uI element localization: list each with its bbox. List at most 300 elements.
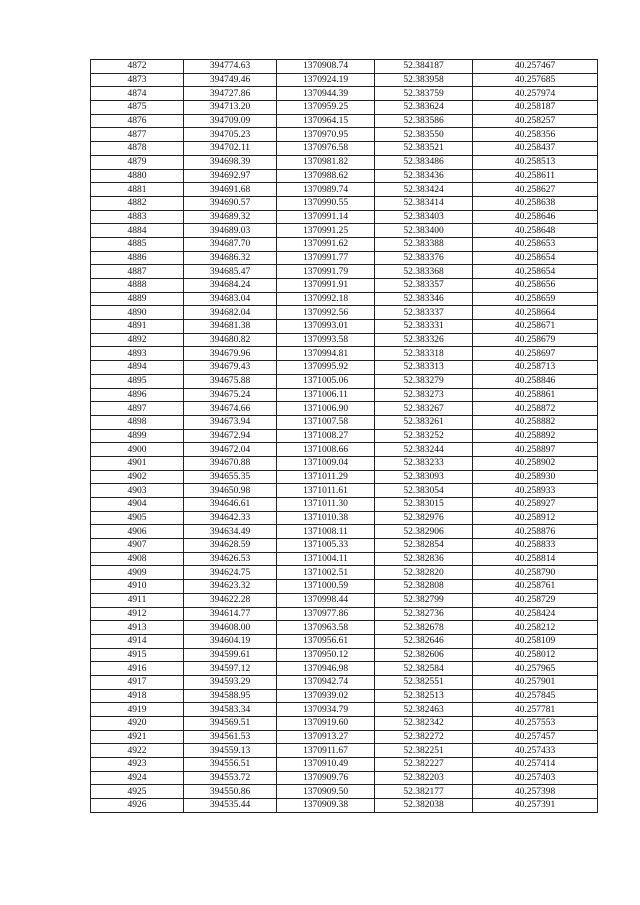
table-row xyxy=(91,498,598,512)
table-row xyxy=(91,347,598,361)
latitude-cell: 52.383486 xyxy=(375,155,473,169)
longitude-cell: 40.257781 xyxy=(473,703,598,717)
x-coordinate-cell: 394672.04 xyxy=(184,443,277,457)
x-coordinate-cell: 394690.57 xyxy=(184,196,277,210)
longitude-cell: 40.258212 xyxy=(473,621,598,635)
point-number-cell: 4911 xyxy=(91,593,184,607)
x-coordinate-cell: 394689.32 xyxy=(184,210,277,224)
longitude-cell: 40.258187 xyxy=(473,101,598,115)
x-coordinate-cell: 394624.75 xyxy=(184,566,277,580)
x-coordinate-cell: 394583.34 xyxy=(184,703,277,717)
y-coordinate-cell: 1370976.58 xyxy=(277,142,375,156)
coordinates-table xyxy=(90,59,598,813)
table-row xyxy=(91,456,598,470)
table-row xyxy=(91,689,598,703)
latitude-cell: 52.383261 xyxy=(375,415,473,429)
table-row xyxy=(91,511,598,525)
y-coordinate-cell: 1371008.66 xyxy=(277,443,375,457)
point-number-cell: 4914 xyxy=(91,634,184,648)
point-number-cell: 4892 xyxy=(91,333,184,347)
point-number-cell: 4898 xyxy=(91,415,184,429)
x-coordinate-cell: 394685.47 xyxy=(184,265,277,279)
table-row xyxy=(91,648,598,662)
x-coordinate-cell: 394680.82 xyxy=(184,333,277,347)
x-coordinate-cell: 394692.97 xyxy=(184,169,277,183)
longitude-cell: 40.258930 xyxy=(473,470,598,484)
latitude-cell: 52.382227 xyxy=(375,758,473,772)
table-row xyxy=(91,196,598,210)
longitude-cell: 40.258933 xyxy=(473,484,598,498)
x-coordinate-cell: 394634.49 xyxy=(184,525,277,539)
y-coordinate-cell: 1370956.61 xyxy=(277,634,375,648)
point-number-cell: 4902 xyxy=(91,470,184,484)
longitude-cell: 40.257391 xyxy=(473,799,598,813)
point-number-cell: 4873 xyxy=(91,73,184,87)
point-number-cell: 4904 xyxy=(91,498,184,512)
point-number-cell: 4874 xyxy=(91,87,184,101)
longitude-cell: 40.258653 xyxy=(473,237,598,251)
x-coordinate-cell: 394679.43 xyxy=(184,361,277,375)
y-coordinate-cell: 1370911.67 xyxy=(277,744,375,758)
x-coordinate-cell: 394674.66 xyxy=(184,402,277,416)
latitude-cell: 52.383279 xyxy=(375,374,473,388)
longitude-cell: 40.257901 xyxy=(473,675,598,689)
latitude-cell: 52.382854 xyxy=(375,539,473,553)
table-row xyxy=(91,703,598,717)
point-number-cell: 4879 xyxy=(91,155,184,169)
x-coordinate-cell: 394655.35 xyxy=(184,470,277,484)
x-coordinate-cell: 394713.20 xyxy=(184,101,277,115)
x-coordinate-cell: 394597.12 xyxy=(184,662,277,676)
latitude-cell: 52.383376 xyxy=(375,251,473,265)
table-row xyxy=(91,306,598,320)
table-row xyxy=(91,237,598,251)
y-coordinate-cell: 1371011.29 xyxy=(277,470,375,484)
longitude-cell: 40.257685 xyxy=(473,73,598,87)
y-coordinate-cell: 1371002.51 xyxy=(277,566,375,580)
table-row xyxy=(91,87,598,101)
y-coordinate-cell: 1370939.02 xyxy=(277,689,375,703)
point-number-cell: 4917 xyxy=(91,675,184,689)
latitude-cell: 52.383586 xyxy=(375,114,473,128)
latitude-cell: 52.383337 xyxy=(375,306,473,320)
table-row xyxy=(91,566,598,580)
longitude-cell: 40.257467 xyxy=(473,60,598,74)
longitude-cell: 40.258882 xyxy=(473,415,598,429)
longitude-cell: 40.258638 xyxy=(473,196,598,210)
latitude-cell: 52.383424 xyxy=(375,183,473,197)
table-row xyxy=(91,525,598,539)
y-coordinate-cell: 1370950.12 xyxy=(277,648,375,662)
x-coordinate-cell: 394679.96 xyxy=(184,347,277,361)
table-row xyxy=(91,771,598,785)
point-number-cell: 4900 xyxy=(91,443,184,457)
x-coordinate-cell: 394681.38 xyxy=(184,320,277,334)
point-number-cell: 4896 xyxy=(91,388,184,402)
longitude-cell: 40.258671 xyxy=(473,320,598,334)
table-row xyxy=(91,662,598,676)
x-coordinate-cell: 394622.28 xyxy=(184,593,277,607)
x-coordinate-cell: 394702.11 xyxy=(184,142,277,156)
table-row xyxy=(91,279,598,293)
x-coordinate-cell: 394550.86 xyxy=(184,785,277,799)
latitude-cell: 52.383550 xyxy=(375,128,473,142)
latitude-cell: 52.383414 xyxy=(375,196,473,210)
x-coordinate-cell: 394556.51 xyxy=(184,758,277,772)
table-row xyxy=(91,60,598,74)
table-row xyxy=(91,101,598,115)
point-number-cell: 4924 xyxy=(91,771,184,785)
longitude-cell: 40.258654 xyxy=(473,251,598,265)
x-coordinate-cell: 394559.13 xyxy=(184,744,277,758)
latitude-cell: 52.382976 xyxy=(375,511,473,525)
longitude-cell: 40.258897 xyxy=(473,443,598,457)
table-row xyxy=(91,484,598,498)
point-number-cell: 4912 xyxy=(91,607,184,621)
longitude-cell: 40.258761 xyxy=(473,580,598,594)
y-coordinate-cell: 1370991.77 xyxy=(277,251,375,265)
latitude-cell: 52.383331 xyxy=(375,320,473,334)
y-coordinate-cell: 1371008.11 xyxy=(277,525,375,539)
x-coordinate-cell: 394623.32 xyxy=(184,580,277,594)
x-coordinate-cell: 394709.09 xyxy=(184,114,277,128)
point-number-cell: 4889 xyxy=(91,292,184,306)
x-coordinate-cell: 394628.59 xyxy=(184,539,277,553)
table-row xyxy=(91,552,598,566)
latitude-cell: 52.382342 xyxy=(375,717,473,731)
point-number-cell: 4893 xyxy=(91,347,184,361)
longitude-cell: 40.258876 xyxy=(473,525,598,539)
table-row xyxy=(91,717,598,731)
x-coordinate-cell: 394682.04 xyxy=(184,306,277,320)
x-coordinate-cell: 394687.70 xyxy=(184,237,277,251)
longitude-cell: 40.257845 xyxy=(473,689,598,703)
y-coordinate-cell: 1371000.59 xyxy=(277,580,375,594)
y-coordinate-cell: 1370993.01 xyxy=(277,320,375,334)
y-coordinate-cell: 1370959.25 xyxy=(277,101,375,115)
table-row xyxy=(91,73,598,87)
table-row xyxy=(91,388,598,402)
latitude-cell: 52.383015 xyxy=(375,498,473,512)
y-coordinate-cell: 1370991.14 xyxy=(277,210,375,224)
table-row xyxy=(91,443,598,457)
table-row xyxy=(91,799,598,813)
point-number-cell: 4916 xyxy=(91,662,184,676)
point-number-cell: 4903 xyxy=(91,484,184,498)
table-row xyxy=(91,361,598,375)
point-number-cell: 4875 xyxy=(91,101,184,115)
latitude-cell: 52.383054 xyxy=(375,484,473,498)
longitude-cell: 40.257457 xyxy=(473,730,598,744)
table-row xyxy=(91,142,598,156)
x-coordinate-cell: 394593.29 xyxy=(184,675,277,689)
y-coordinate-cell: 1370964.15 xyxy=(277,114,375,128)
table-row xyxy=(91,374,598,388)
x-coordinate-cell: 394646.61 xyxy=(184,498,277,512)
y-coordinate-cell: 1370993.58 xyxy=(277,333,375,347)
x-coordinate-cell: 394675.88 xyxy=(184,374,277,388)
longitude-cell: 40.258648 xyxy=(473,224,598,238)
longitude-cell: 40.258912 xyxy=(473,511,598,525)
table-row xyxy=(91,470,598,484)
latitude-cell: 52.383318 xyxy=(375,347,473,361)
longitude-cell: 40.258892 xyxy=(473,429,598,443)
table-row xyxy=(91,539,598,553)
x-coordinate-cell: 394683.04 xyxy=(184,292,277,306)
y-coordinate-cell: 1371007.58 xyxy=(277,415,375,429)
latitude-cell: 52.383267 xyxy=(375,402,473,416)
point-number-cell: 4926 xyxy=(91,799,184,813)
point-number-cell: 4909 xyxy=(91,566,184,580)
longitude-cell: 40.258902 xyxy=(473,456,598,470)
longitude-cell: 40.257403 xyxy=(473,771,598,785)
point-number-cell: 4887 xyxy=(91,265,184,279)
longitude-cell: 40.258713 xyxy=(473,361,598,375)
point-number-cell: 4891 xyxy=(91,320,184,334)
longitude-cell: 40.258437 xyxy=(473,142,598,156)
y-coordinate-cell: 1371006.11 xyxy=(277,388,375,402)
point-number-cell: 4880 xyxy=(91,169,184,183)
latitude-cell: 52.383357 xyxy=(375,279,473,293)
point-number-cell: 4907 xyxy=(91,539,184,553)
y-coordinate-cell: 1370992.18 xyxy=(277,292,375,306)
x-coordinate-cell: 394673.94 xyxy=(184,415,277,429)
x-coordinate-cell: 394675.24 xyxy=(184,388,277,402)
longitude-cell: 40.258646 xyxy=(473,210,598,224)
table-row xyxy=(91,429,598,443)
y-coordinate-cell: 1371010.38 xyxy=(277,511,375,525)
latitude-cell: 52.382203 xyxy=(375,771,473,785)
latitude-cell: 52.383958 xyxy=(375,73,473,87)
latitude-cell: 52.382736 xyxy=(375,607,473,621)
longitude-cell: 40.258659 xyxy=(473,292,598,306)
point-number-cell: 4872 xyxy=(91,60,184,74)
latitude-cell: 52.383400 xyxy=(375,224,473,238)
x-coordinate-cell: 394727.86 xyxy=(184,87,277,101)
latitude-cell: 52.383346 xyxy=(375,292,473,306)
point-number-cell: 4918 xyxy=(91,689,184,703)
y-coordinate-cell: 1370991.62 xyxy=(277,237,375,251)
y-coordinate-cell: 1370990.55 xyxy=(277,196,375,210)
latitude-cell: 52.383233 xyxy=(375,456,473,470)
coordinates-table-body xyxy=(91,60,598,813)
point-number-cell: 4878 xyxy=(91,142,184,156)
latitude-cell: 52.382463 xyxy=(375,703,473,717)
latitude-cell: 52.383521 xyxy=(375,142,473,156)
point-number-cell: 4901 xyxy=(91,456,184,470)
longitude-cell: 40.258790 xyxy=(473,566,598,580)
x-coordinate-cell: 394569.51 xyxy=(184,717,277,731)
y-coordinate-cell: 1370919.60 xyxy=(277,717,375,731)
table-row xyxy=(91,265,598,279)
point-number-cell: 4897 xyxy=(91,402,184,416)
y-coordinate-cell: 1370942.74 xyxy=(277,675,375,689)
point-number-cell: 4876 xyxy=(91,114,184,128)
longitude-cell: 40.258012 xyxy=(473,648,598,662)
latitude-cell: 52.382906 xyxy=(375,525,473,539)
point-number-cell: 4925 xyxy=(91,785,184,799)
longitude-cell: 40.257553 xyxy=(473,717,598,731)
point-number-cell: 4899 xyxy=(91,429,184,443)
y-coordinate-cell: 1370944.39 xyxy=(277,87,375,101)
point-number-cell: 4905 xyxy=(91,511,184,525)
longitude-cell: 40.257398 xyxy=(473,785,598,799)
y-coordinate-cell: 1370991.79 xyxy=(277,265,375,279)
longitude-cell: 40.258356 xyxy=(473,128,598,142)
y-coordinate-cell: 1370963.58 xyxy=(277,621,375,635)
longitude-cell: 40.257414 xyxy=(473,758,598,772)
point-number-cell: 4910 xyxy=(91,580,184,594)
longitude-cell: 40.258679 xyxy=(473,333,598,347)
x-coordinate-cell: 394642.33 xyxy=(184,511,277,525)
x-coordinate-cell: 394749.46 xyxy=(184,73,277,87)
longitude-cell: 40.257433 xyxy=(473,744,598,758)
longitude-cell: 40.258513 xyxy=(473,155,598,169)
x-coordinate-cell: 394774.63 xyxy=(184,60,277,74)
table-row xyxy=(91,155,598,169)
table-row xyxy=(91,210,598,224)
latitude-cell: 52.382551 xyxy=(375,675,473,689)
longitude-cell: 40.258697 xyxy=(473,347,598,361)
point-number-cell: 4881 xyxy=(91,183,184,197)
longitude-cell: 40.258627 xyxy=(473,183,598,197)
point-number-cell: 4919 xyxy=(91,703,184,717)
x-coordinate-cell: 394626.53 xyxy=(184,552,277,566)
latitude-cell: 52.383252 xyxy=(375,429,473,443)
table-row xyxy=(91,593,598,607)
latitude-cell: 52.382584 xyxy=(375,662,473,676)
y-coordinate-cell: 1371009.04 xyxy=(277,456,375,470)
longitude-cell: 40.257974 xyxy=(473,87,598,101)
latitude-cell: 52.383624 xyxy=(375,101,473,115)
y-coordinate-cell: 1370992.56 xyxy=(277,306,375,320)
point-number-cell: 4884 xyxy=(91,224,184,238)
table-row xyxy=(91,292,598,306)
latitude-cell: 52.383273 xyxy=(375,388,473,402)
y-coordinate-cell: 1370910.49 xyxy=(277,758,375,772)
y-coordinate-cell: 1371008.27 xyxy=(277,429,375,443)
x-coordinate-cell: 394599.61 xyxy=(184,648,277,662)
longitude-cell: 40.258656 xyxy=(473,279,598,293)
x-coordinate-cell: 394672.94 xyxy=(184,429,277,443)
point-number-cell: 4922 xyxy=(91,744,184,758)
longitude-cell: 40.257965 xyxy=(473,662,598,676)
latitude-cell: 52.382177 xyxy=(375,785,473,799)
point-number-cell: 4883 xyxy=(91,210,184,224)
y-coordinate-cell: 1370970.95 xyxy=(277,128,375,142)
table-row xyxy=(91,744,598,758)
latitude-cell: 52.383313 xyxy=(375,361,473,375)
x-coordinate-cell: 394698.39 xyxy=(184,155,277,169)
table-row xyxy=(91,251,598,265)
y-coordinate-cell: 1370998.44 xyxy=(277,593,375,607)
x-coordinate-cell: 394604.19 xyxy=(184,634,277,648)
table-row xyxy=(91,758,598,772)
longitude-cell: 40.258846 xyxy=(473,374,598,388)
x-coordinate-cell: 394670.88 xyxy=(184,456,277,470)
longitude-cell: 40.258654 xyxy=(473,265,598,279)
x-coordinate-cell: 394691.68 xyxy=(184,183,277,197)
x-coordinate-cell: 394608.00 xyxy=(184,621,277,635)
point-number-cell: 4885 xyxy=(91,237,184,251)
point-number-cell: 4895 xyxy=(91,374,184,388)
latitude-cell: 52.382038 xyxy=(375,799,473,813)
point-number-cell: 4913 xyxy=(91,621,184,635)
y-coordinate-cell: 1370934.79 xyxy=(277,703,375,717)
y-coordinate-cell: 1371011.30 xyxy=(277,498,375,512)
point-number-cell: 4888 xyxy=(91,279,184,293)
x-coordinate-cell: 394689.03 xyxy=(184,224,277,238)
latitude-cell: 52.382513 xyxy=(375,689,473,703)
x-coordinate-cell: 394705.23 xyxy=(184,128,277,142)
latitude-cell: 52.383368 xyxy=(375,265,473,279)
y-coordinate-cell: 1370994.81 xyxy=(277,347,375,361)
table-row xyxy=(91,785,598,799)
y-coordinate-cell: 1371004.11 xyxy=(277,552,375,566)
y-coordinate-cell: 1370913.27 xyxy=(277,730,375,744)
point-number-cell: 4921 xyxy=(91,730,184,744)
y-coordinate-cell: 1371006.90 xyxy=(277,402,375,416)
longitude-cell: 40.258109 xyxy=(473,634,598,648)
longitude-cell: 40.258872 xyxy=(473,402,598,416)
latitude-cell: 52.383244 xyxy=(375,443,473,457)
table-row xyxy=(91,415,598,429)
x-coordinate-cell: 394588.95 xyxy=(184,689,277,703)
latitude-cell: 52.382836 xyxy=(375,552,473,566)
x-coordinate-cell: 394686.32 xyxy=(184,251,277,265)
longitude-cell: 40.258664 xyxy=(473,306,598,320)
y-coordinate-cell: 1370909.50 xyxy=(277,785,375,799)
latitude-cell: 52.383388 xyxy=(375,237,473,251)
latitude-cell: 52.383093 xyxy=(375,470,473,484)
y-coordinate-cell: 1370977.86 xyxy=(277,607,375,621)
x-coordinate-cell: 394684.24 xyxy=(184,279,277,293)
latitude-cell: 52.382272 xyxy=(375,730,473,744)
x-coordinate-cell: 394535.44 xyxy=(184,799,277,813)
point-number-cell: 4908 xyxy=(91,552,184,566)
x-coordinate-cell: 394650.98 xyxy=(184,484,277,498)
latitude-cell: 52.383403 xyxy=(375,210,473,224)
point-number-cell: 4906 xyxy=(91,525,184,539)
y-coordinate-cell: 1371011.61 xyxy=(277,484,375,498)
y-coordinate-cell: 1370988.62 xyxy=(277,169,375,183)
point-number-cell: 4877 xyxy=(91,128,184,142)
longitude-cell: 40.258424 xyxy=(473,607,598,621)
y-coordinate-cell: 1370989.74 xyxy=(277,183,375,197)
longitude-cell: 40.258861 xyxy=(473,388,598,402)
table-row xyxy=(91,402,598,416)
latitude-cell: 52.382251 xyxy=(375,744,473,758)
point-number-cell: 4882 xyxy=(91,196,184,210)
y-coordinate-cell: 1370946.98 xyxy=(277,662,375,676)
latitude-cell: 52.382820 xyxy=(375,566,473,580)
latitude-cell: 52.382808 xyxy=(375,580,473,594)
table-row xyxy=(91,128,598,142)
x-coordinate-cell: 394553.72 xyxy=(184,771,277,785)
table-row xyxy=(91,114,598,128)
y-coordinate-cell: 1370924.19 xyxy=(277,73,375,87)
point-number-cell: 4894 xyxy=(91,361,184,375)
latitude-cell: 52.383436 xyxy=(375,169,473,183)
y-coordinate-cell: 1370981.82 xyxy=(277,155,375,169)
y-coordinate-cell: 1370908.74 xyxy=(277,60,375,74)
y-coordinate-cell: 1370991.91 xyxy=(277,279,375,293)
table-row xyxy=(91,621,598,635)
table-row xyxy=(91,675,598,689)
y-coordinate-cell: 1371005.06 xyxy=(277,374,375,388)
y-coordinate-cell: 1370991.25 xyxy=(277,224,375,238)
point-number-cell: 4915 xyxy=(91,648,184,662)
